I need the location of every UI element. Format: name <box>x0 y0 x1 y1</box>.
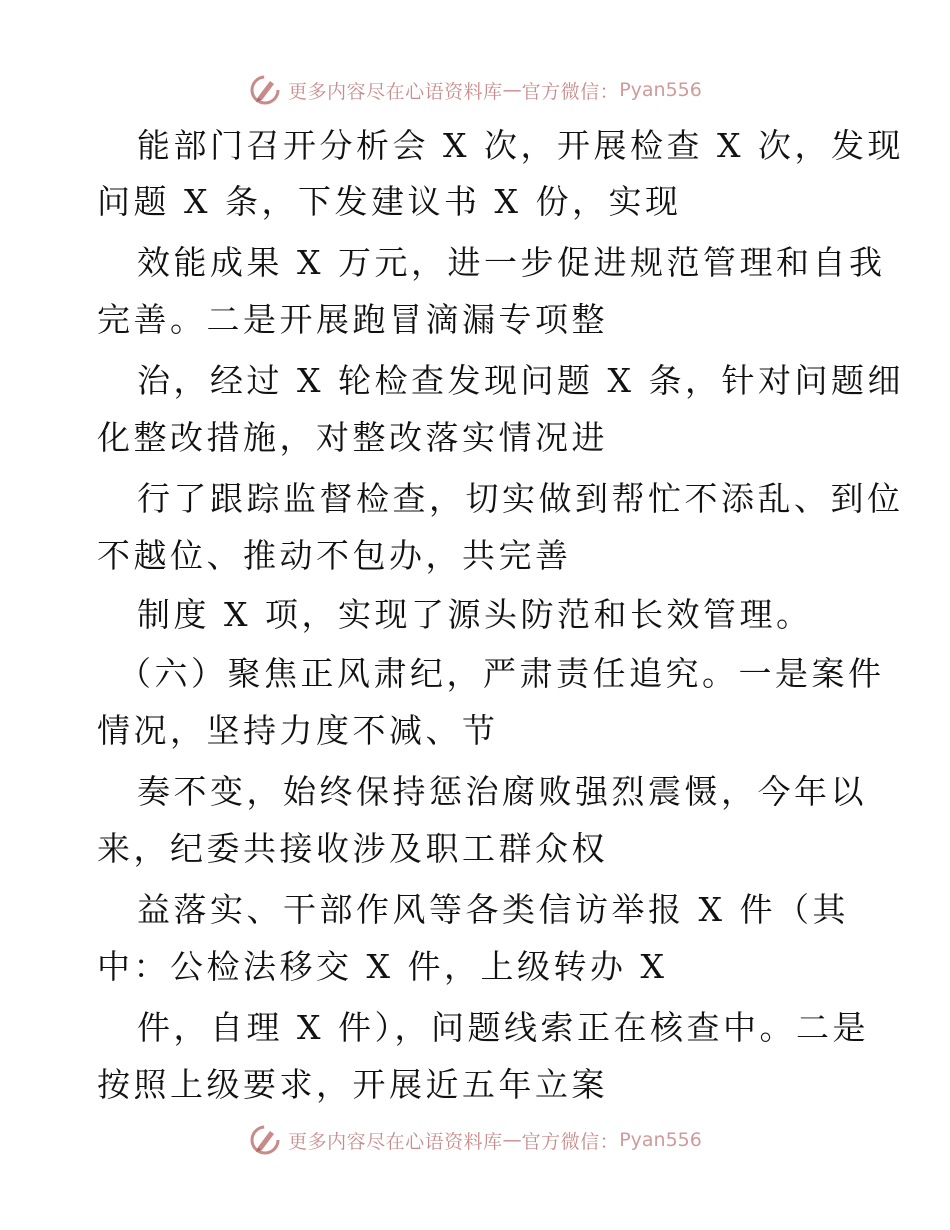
body-line: 中：公检法移交 X 件，上级转办 X <box>97 947 668 986</box>
footer-watermark <box>0 1120 950 1160</box>
watermark-separator: — <box>502 1129 522 1151</box>
body-line: 问题 X 条，下发建议书 X 份，实现 <box>97 182 682 221</box>
body-line: 化整改措施，对整改落实情况进 <box>97 418 608 457</box>
watermark-text: 更多内容尽在心语资料库 <box>288 1130 503 1153</box>
body-line: 按照上级要求，开展近五年立案 <box>97 1065 608 1104</box>
watermark-wechat-id: Pyan556 <box>619 1129 702 1151</box>
body-line: 治，经过 X 轮检查发现问题 X 条，针对问题细 <box>137 361 904 400</box>
body-line: 效能成果 X 万元，进一步促进规范管理和自我 <box>137 243 886 282</box>
watermark-separator: — <box>502 79 522 101</box>
body-line: 情况，坚持力度不减、节 <box>97 711 499 750</box>
body-line: 制度 X 项，实现了源头防范和长效管理。 <box>137 595 813 634</box>
watermark-text: 更多内容尽在心语资料库 <box>288 80 503 103</box>
pen-logo-icon <box>248 73 282 107</box>
body-line: 行了跟踪监督检查，切实做到帮忙不添乱、到位 <box>137 479 904 518</box>
watermark-wechat-id: Pyan556 <box>619 79 702 101</box>
watermark-wechat-label: 官方微信： <box>521 80 620 103</box>
header-watermark <box>0 70 950 110</box>
body-line: 益落实、干部作风等各类信访举报 X 件（其 <box>137 890 849 929</box>
watermark-wechat-label: 官方微信： <box>521 1130 620 1153</box>
body-line: 来，纪委共接收涉及职工群众权 <box>97 829 608 868</box>
body-line: 件，自理 X 件），问题线索正在核查中。二是 <box>137 1008 869 1047</box>
pen-logo-icon <box>248 1123 282 1157</box>
body-line: 奏不变，始终保持惩治腐败强烈震慑，今年以 <box>137 772 867 811</box>
body-line: 能部门召开分析会 X 次，开展检查 X 次，发现 <box>137 126 904 165</box>
body-line: 完善。二是开展跑冒滴漏专项整 <box>97 300 608 339</box>
body-line: （六）聚焦正风肃纪，严肃责任追究。一是案件 <box>118 654 885 693</box>
body-line: 不越位、推动不包办，共完善 <box>97 536 572 575</box>
